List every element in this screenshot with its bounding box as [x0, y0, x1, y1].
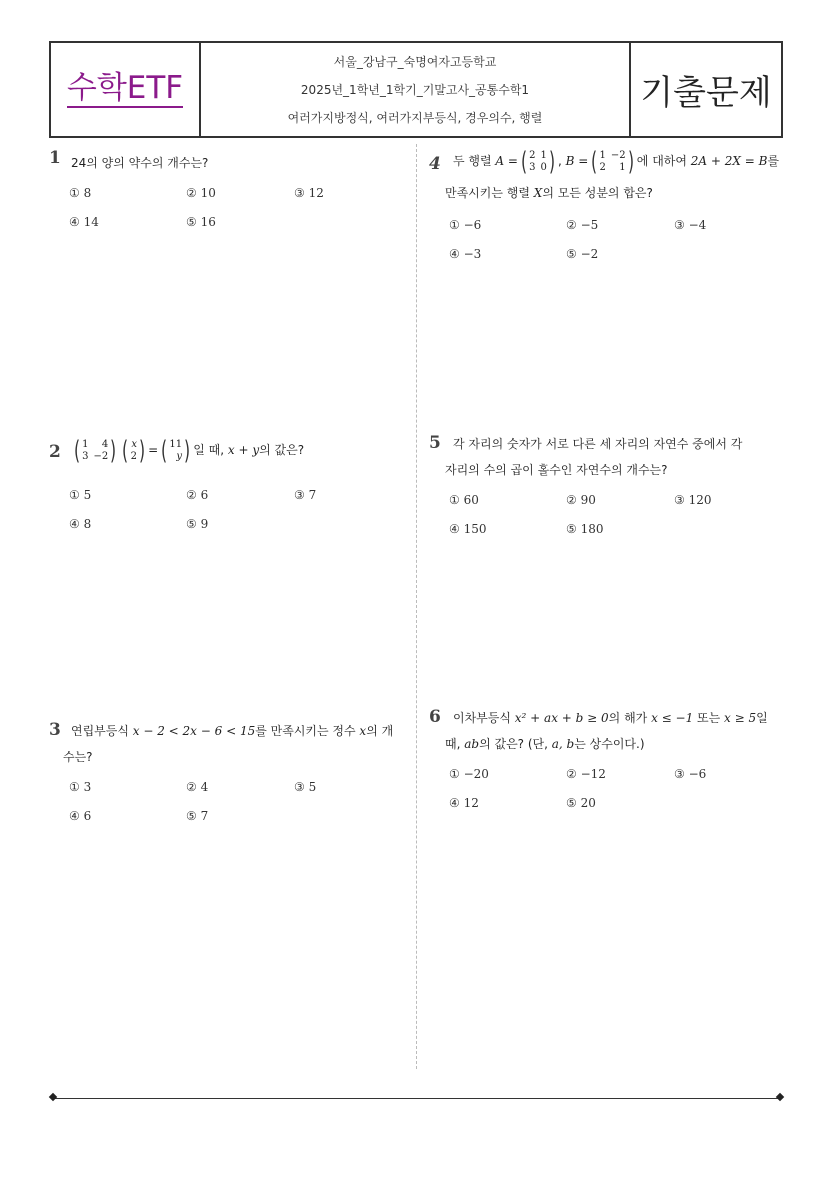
choice-4[interactable]: ④ −3: [449, 247, 482, 261]
choice-5[interactable]: ⑤ 180: [566, 522, 604, 536]
choice-2[interactable]: ② 90: [566, 493, 596, 507]
choice-2[interactable]: ② −5: [566, 218, 599, 232]
choice-4[interactable]: ④ 8: [69, 517, 92, 531]
logo-text: 수학ETF: [66, 70, 184, 106]
question-number: 5: [429, 433, 441, 453]
choice-2[interactable]: ② 6: [186, 488, 209, 502]
question-number: 4: [429, 154, 441, 174]
brand-logo: [51, 43, 201, 136]
page-title-text: 기출문제: [640, 73, 772, 113]
choice-2[interactable]: ② −12: [566, 767, 606, 781]
matrix-a: ( 1 4 3 −2 ): [74, 435, 117, 466]
choice-2[interactable]: ② 10: [186, 186, 216, 200]
choice-4[interactable]: ④ 150: [449, 522, 487, 536]
choice-3[interactable]: ③ 5: [294, 780, 317, 794]
question-number: 2: [49, 442, 61, 462]
exam-info: [201, 43, 631, 136]
vector-x: ( x 2 ): [122, 435, 146, 466]
question-stem: ( 1 4 3 −2 ) ( x 2 ) = ( 11 y ) 일 때, x + y의 값은?: [71, 437, 401, 464]
choice-4[interactable]: ④ 14: [69, 215, 99, 229]
choice-5[interactable]: ⑤ 16: [186, 215, 216, 229]
page-title: [631, 43, 781, 136]
choice-5[interactable]: ⑤ 20: [566, 796, 596, 810]
footer-rule: [53, 1098, 780, 1099]
choice-4[interactable]: ④ 6: [69, 809, 92, 823]
choice-1[interactable]: ① −6: [449, 218, 482, 232]
question-number: 3: [49, 720, 61, 740]
choice-5[interactable]: ⑤ 7: [186, 809, 209, 823]
choice-1[interactable]: ① 5: [69, 488, 92, 502]
column-divider: [416, 144, 417, 1069]
choice-1[interactable]: ① 8: [69, 186, 92, 200]
question-stem: 각 자리의 숫자가 서로 다른 세 자리의 자연수 중에서 각 자리의 수의 곱이 홀수인 자연수의 개수는?: [445, 437, 743, 477]
choice-3[interactable]: ③ 120: [674, 493, 712, 507]
diamond-left-icon: [49, 1093, 57, 1101]
exam-header: [49, 41, 783, 138]
exam-name: 2025년_1학년_1학기_기말고사_공통수학1: [300, 82, 530, 97]
exam-topics: 여러가지방정식, 여러가지부등식, 경우의수, 행렬: [287, 111, 543, 126]
question-stem: 이차부등식 x² + ax + b ≥ 0의 해가 x ≤ −1 또는 x ≥ 5일 때, ab의 값은? (단, a, b는 상수이다.): [445, 711, 768, 751]
choice-3[interactable]: ③ 7: [294, 488, 317, 502]
question-stem-line2: 만족시키는 행렬 X의 모든 성분의 합은?: [445, 186, 653, 200]
question-stem: 두 행렬 A = ( 2 1 3 0 ) , B = ( 1 −2 2 1 ) 에 대하여 2A + 2X = B를: [453, 146, 780, 177]
matrix-b: ( 1 −2 2 1 ): [591, 146, 634, 177]
choice-1[interactable]: ① 3: [69, 780, 92, 794]
choice-1[interactable]: ① −20: [449, 767, 489, 781]
choice-1[interactable]: ① 60: [449, 493, 479, 507]
vector-result: ( 11 y ): [161, 435, 191, 466]
question-number: 6: [429, 707, 441, 727]
school-name: 서울_강남구_숙명여자고등학교: [333, 54, 497, 69]
choice-3[interactable]: ③ 12: [294, 186, 324, 200]
choice-5[interactable]: ⑤ 9: [186, 517, 209, 531]
choice-5[interactable]: ⑤ −2: [566, 247, 599, 261]
choice-3[interactable]: ③ −6: [674, 767, 707, 781]
choice-2[interactable]: ② 4: [186, 780, 209, 794]
matrix-a: ( 2 1 3 0 ): [520, 146, 555, 177]
question-stem: 24의 양의 약수의 개수는?: [71, 156, 209, 170]
choice-3[interactable]: ③ −4: [674, 218, 707, 232]
choice-4[interactable]: ④ 12: [449, 796, 479, 810]
question-stem: 연립부등식 x − 2 < 2x − 6 < 15를 만족시키는 정수 x의 개 수는?: [63, 724, 394, 764]
question-number: 1: [49, 148, 61, 168]
diamond-right-icon: [776, 1093, 784, 1101]
